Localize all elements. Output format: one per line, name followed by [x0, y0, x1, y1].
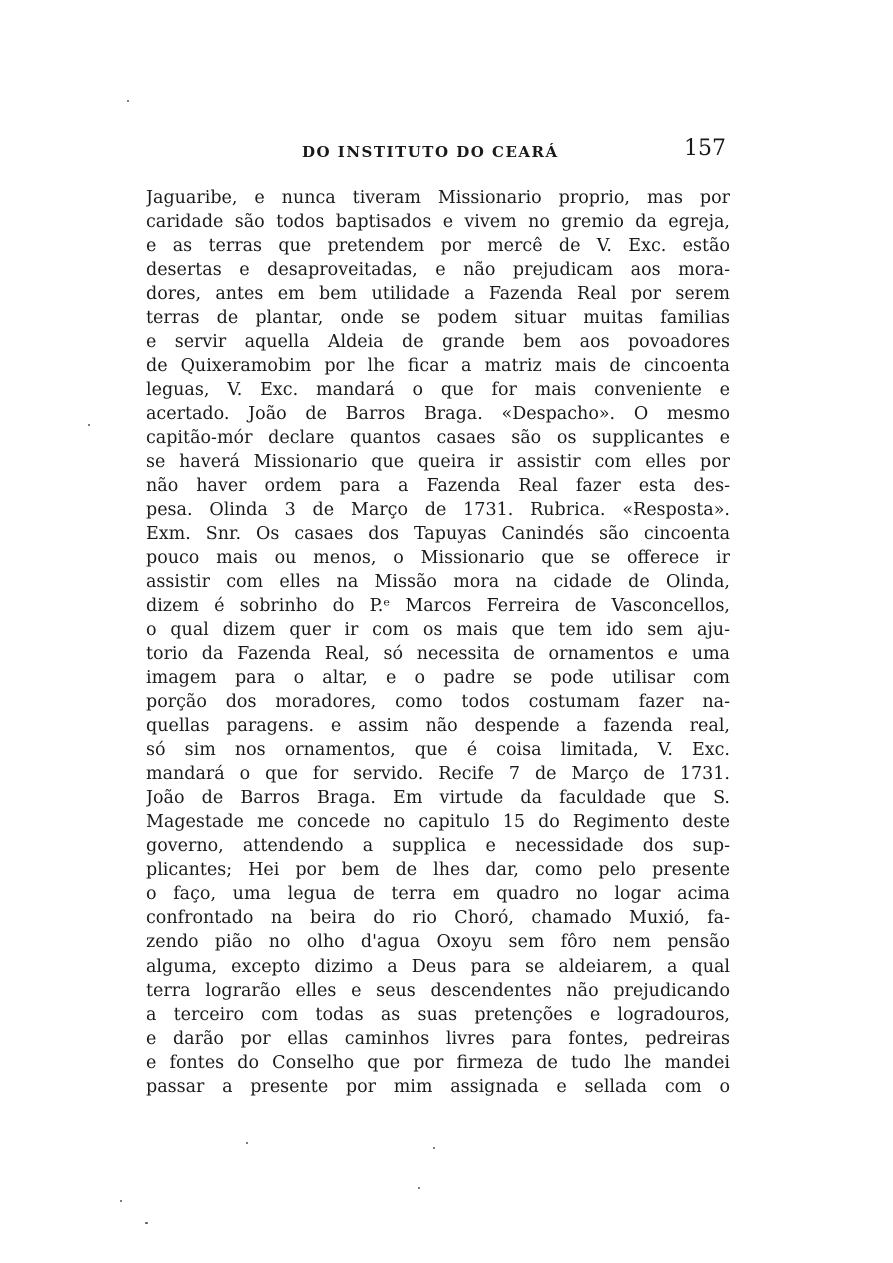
- text-line: governo, attendendo a supplica e necessidade dos sup-: [146, 836, 730, 857]
- text-line: passar a presente por mim assignada e sellada com o: [146, 1076, 730, 1097]
- text-line: terras de plantar, onde se podem situar muitas familias: [146, 308, 730, 329]
- text-line: dores, antes em bem utilidade a Fazenda Real por serem: [146, 284, 730, 305]
- text-line: pouco mais ou menos, o Missionario que se offerece ir: [146, 548, 730, 569]
- text-line: e fontes do Conselho que por firmeza de tudo lhe mandei: [146, 1052, 730, 1073]
- running-title: DO INSTITUTO DO CEARÁ: [302, 143, 559, 161]
- text-line: e darão por ellas caminhos livres para fontes, pedreiras: [146, 1028, 730, 1049]
- text-line: imagem para o altar, e o padre se pode utilisar com: [146, 668, 730, 689]
- text-line: e as terras que pretendem por mercê de V. Exc. estão: [146, 236, 730, 257]
- text-line: Magestade me concede no capitulo 15 do Regimento deste: [146, 812, 730, 833]
- scan-speck: [433, 1147, 435, 1149]
- text-line: torio da Fazenda Real, só necessita de ornamentos e uma: [146, 644, 730, 665]
- scan-speck: [418, 1187, 420, 1189]
- text-line: confrontado na beira do rio Choró, chamado Muxió, fa-: [146, 908, 730, 929]
- text-line: João de Barros Braga. Em virtude da faculdade que S.: [146, 788, 730, 809]
- text-line: terra lograrão elles e seus descendentes não prejudicando: [146, 980, 730, 1001]
- scan-speck: [120, 1200, 122, 1202]
- scan-speck: [246, 1142, 248, 1144]
- text-line: se haverá Missionario que queira ir assistir com elles por: [146, 452, 730, 473]
- text-line: o faço, uma legua de terra em quadro no logar acima: [146, 884, 730, 905]
- text-line: desertas e desaproveitadas, e não prejudicam aos mora-: [146, 260, 730, 281]
- text-line: mandará o que for servido. Recife 7 de Março de 1731.: [146, 764, 730, 785]
- text-line: alguma, excepto dizimo a Deus para se aldeiarem, a qual: [146, 956, 730, 977]
- text-line: plicantes; Hei por bem de lhes dar, como pelo presente: [146, 860, 730, 881]
- text-line: assistir com elles na Missão mora na cidade de Olinda,: [146, 572, 730, 593]
- scan-speck: [145, 1222, 148, 1224]
- text-line: caridade são todos baptisados e vivem no gremio da egreja,: [146, 212, 730, 233]
- text-line: Exm. Snr. Os casaes dos Tapuyas Canindés são cincoenta: [146, 524, 730, 545]
- text-line: zendo pião no olho d'agua Oxoyu sem fôro nem pensão: [146, 932, 730, 953]
- text-line: dizem é sobrinho do P.ᵉ Marcos Ferreira de Vasconcellos,: [146, 596, 730, 617]
- scan-speck: [127, 100, 129, 102]
- text-line: acertado. João de Barros Braga. «Despacho». O mesmo: [146, 404, 730, 425]
- text-line: porção dos moradores, como todos costumam fazer na-: [146, 692, 730, 713]
- running-head: [146, 136, 730, 166]
- text-line: capitão-mór declare quantos casaes são os supplicantes e: [146, 428, 730, 449]
- body-text: [146, 186, 730, 1099]
- text-line: não haver ordem para a Fazenda Real fazer esta des-: [146, 476, 730, 497]
- text-line: leguas, V. Exc. mandará o que for mais conveniente e: [146, 380, 730, 401]
- scan-speck: [88, 424, 90, 426]
- text-line: o qual dizem quer ir com os mais que tem ido sem aju-: [146, 620, 730, 641]
- text-line: e servir aquella Aldeia de grande bem aos povoadores: [146, 332, 730, 353]
- text-line: Jaguaribe, e nunca tiveram Missionario proprio, mas por: [146, 188, 730, 208]
- text-line: quellas paragens. e assim não despende a fazenda real,: [146, 716, 730, 737]
- text-line: de Quixeramobim por lhe ficar a matriz mais de cincoenta: [146, 356, 730, 377]
- text-line: só sim nos ornamentos, que é coisa limitada, V. Exc.: [146, 740, 730, 761]
- page-number: 157: [684, 136, 726, 161]
- text-line: a terceiro com todas as suas pretenções e logradouros,: [146, 1004, 730, 1025]
- text-line: pesa. Olinda 3 de Março de 1731. Rubrica. «Resposta».: [146, 500, 730, 521]
